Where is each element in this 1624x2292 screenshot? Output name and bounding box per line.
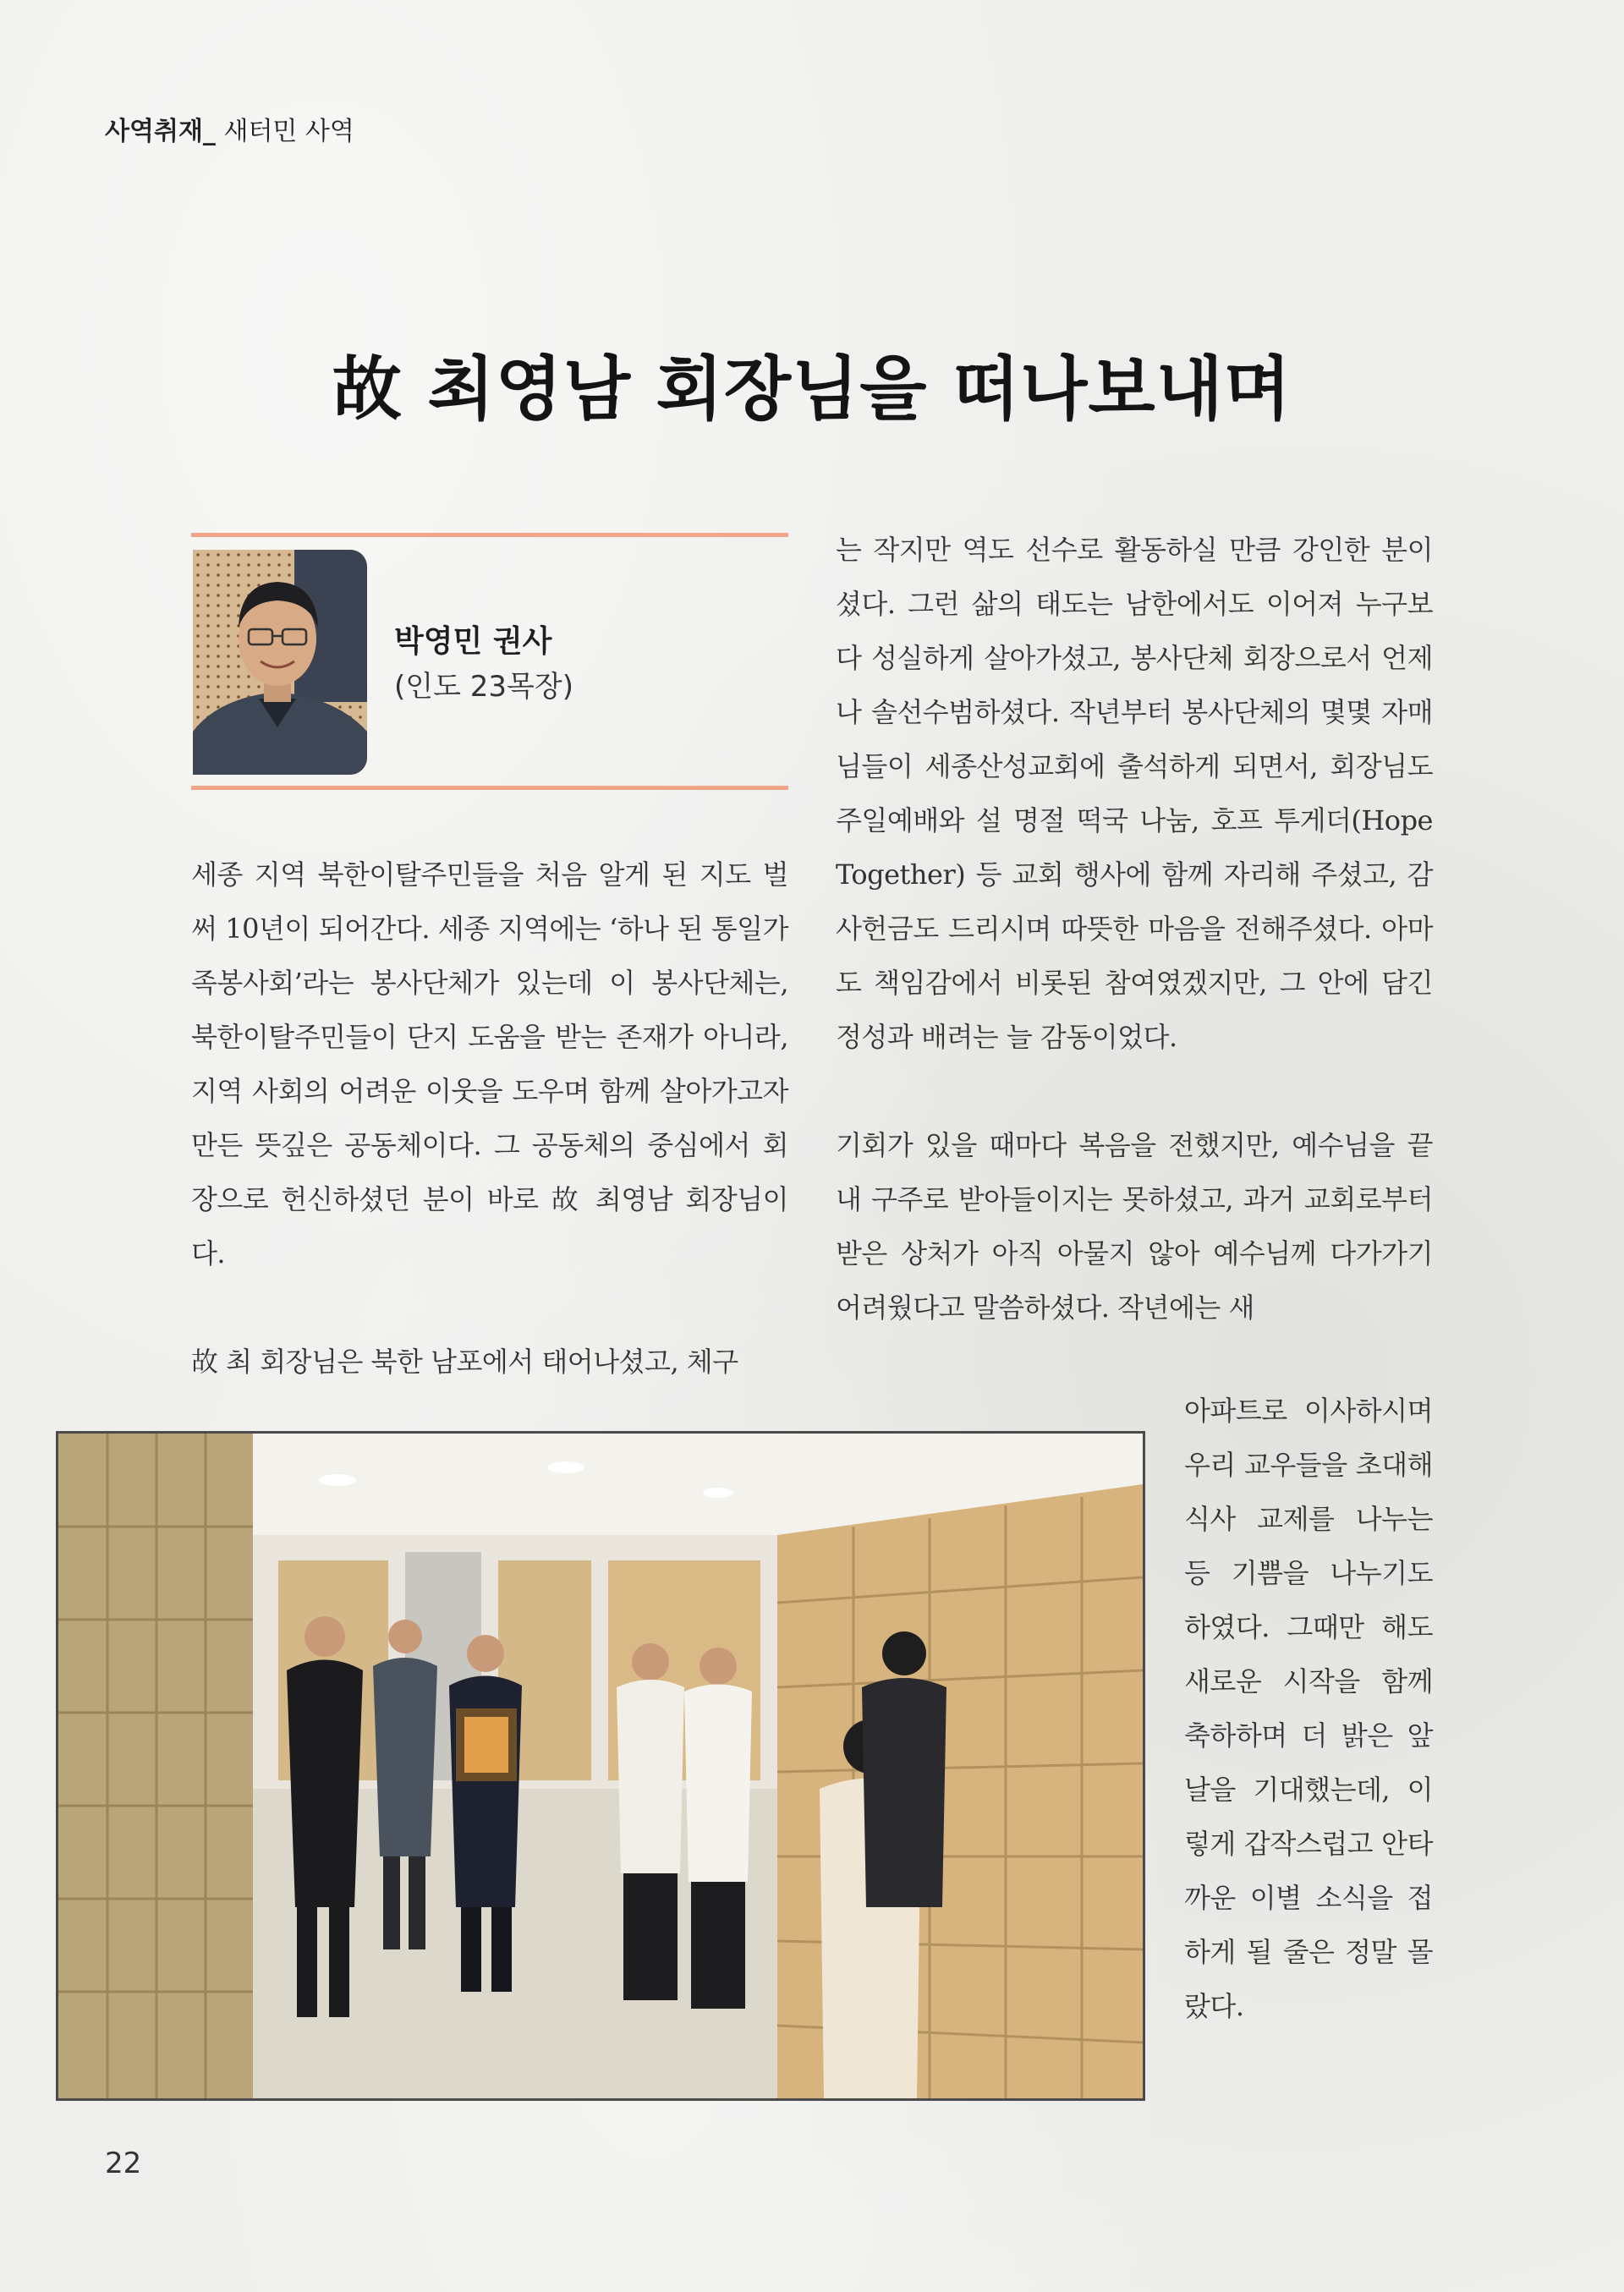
- left-paragraph-1: 세종 지역 북한이탈주민들을 처음 알게 된 지도 벌써 10년이 되어간다. 세종 지역에는 ‘하나 된 통일가족봉사회’라는 봉사단체가 있는데 이 봉사단체는, 북한이탈주민들이 단지 도움을 받는 존재가 아니라, 지역 사회의 어려운 이웃을 도우며 함께 살아가고자 만든 뜻깊은 공동체이다. 그 공동체의 중심에서 회장으로 헌신하셨던 분이 바로 故 최영남 회장님이다.: [191, 858, 788, 1269]
- memorial-photo: [56, 1431, 1145, 2101]
- author-bottom-rule: [191, 786, 788, 790]
- right-paragraph-3: 아파트로 이사하시며 우리 교우들을 초대해 식사 교제를 나누는 등 기쁨을 나누기도 하였다. 그때만 해도 새로운 시작을 함께 축하하며 더 밝은 앞날을 기대했는데, 이렇게 갑작스럽고 안타까운 이별 소식을 접하게 될 줄은 정말 몰랐다.: [1184, 1395, 1433, 2022]
- author-box: [191, 533, 788, 790]
- author-top-rule: [191, 533, 788, 537]
- author-portrait: [193, 550, 367, 775]
- right-column: [836, 523, 1433, 1335]
- right-paragraph-1: 는 작지만 역도 선수로 활동하실 만큼 강인한 분이셨다. 그런 삶의 태도는 남한에서도 이어져 누구보다 성실하게 살아가셨고, 봉사단체 회장으로서 언제나 솔선수범하셨다. 작년부터 봉사단체의 몇몇 자매님들이 세종산성교회에 출석하게 되면서, 회장님도 주일예배와 설 명절 떡국 나눔, 호프 투게더(Hope Together) 등 교회 행사에 함께 자리해 주셨고, 감사헌금도 드리시며 따뜻한 마음을 전해주셨다. 아마도 책임감에서 비롯된 참여였겠지만, 그 안에 담긴 정성과 배려는 늘 감동이었다.: [836, 534, 1433, 1053]
- right-column-wrap: [1184, 1384, 1433, 2033]
- subsection-label: 새터민 사역: [215, 117, 354, 146]
- portrait-illustration: [193, 550, 367, 775]
- author-name: 박영민 권사: [394, 624, 552, 659]
- page-number: 22: [105, 2147, 142, 2180]
- article-title: 故 최영남 회장님을 떠나보내며: [332, 348, 1292, 430]
- section-header: [105, 110, 354, 147]
- left-column: [191, 847, 788, 1389]
- left-paragraph-2: 故 최 회장님은 북한 남포에서 태어나셨고, 체구: [191, 1346, 738, 1378]
- right-paragraph-2: 기회가 있을 때마다 복음을 전했지만, 예수님을 끝내 구주로 받아들이지는 못하셨고, 과거 교회로부터 받은 상처가 아직 아물지 않아 예수님께 다가가기 어려웠다고 말씀하셨다. 작년에는 새: [836, 1129, 1433, 1324]
- section-label: 사역취재_: [105, 117, 216, 146]
- memorial-photo-illustration: [58, 1434, 1143, 2098]
- author-group: (인도 23목장): [394, 670, 573, 704]
